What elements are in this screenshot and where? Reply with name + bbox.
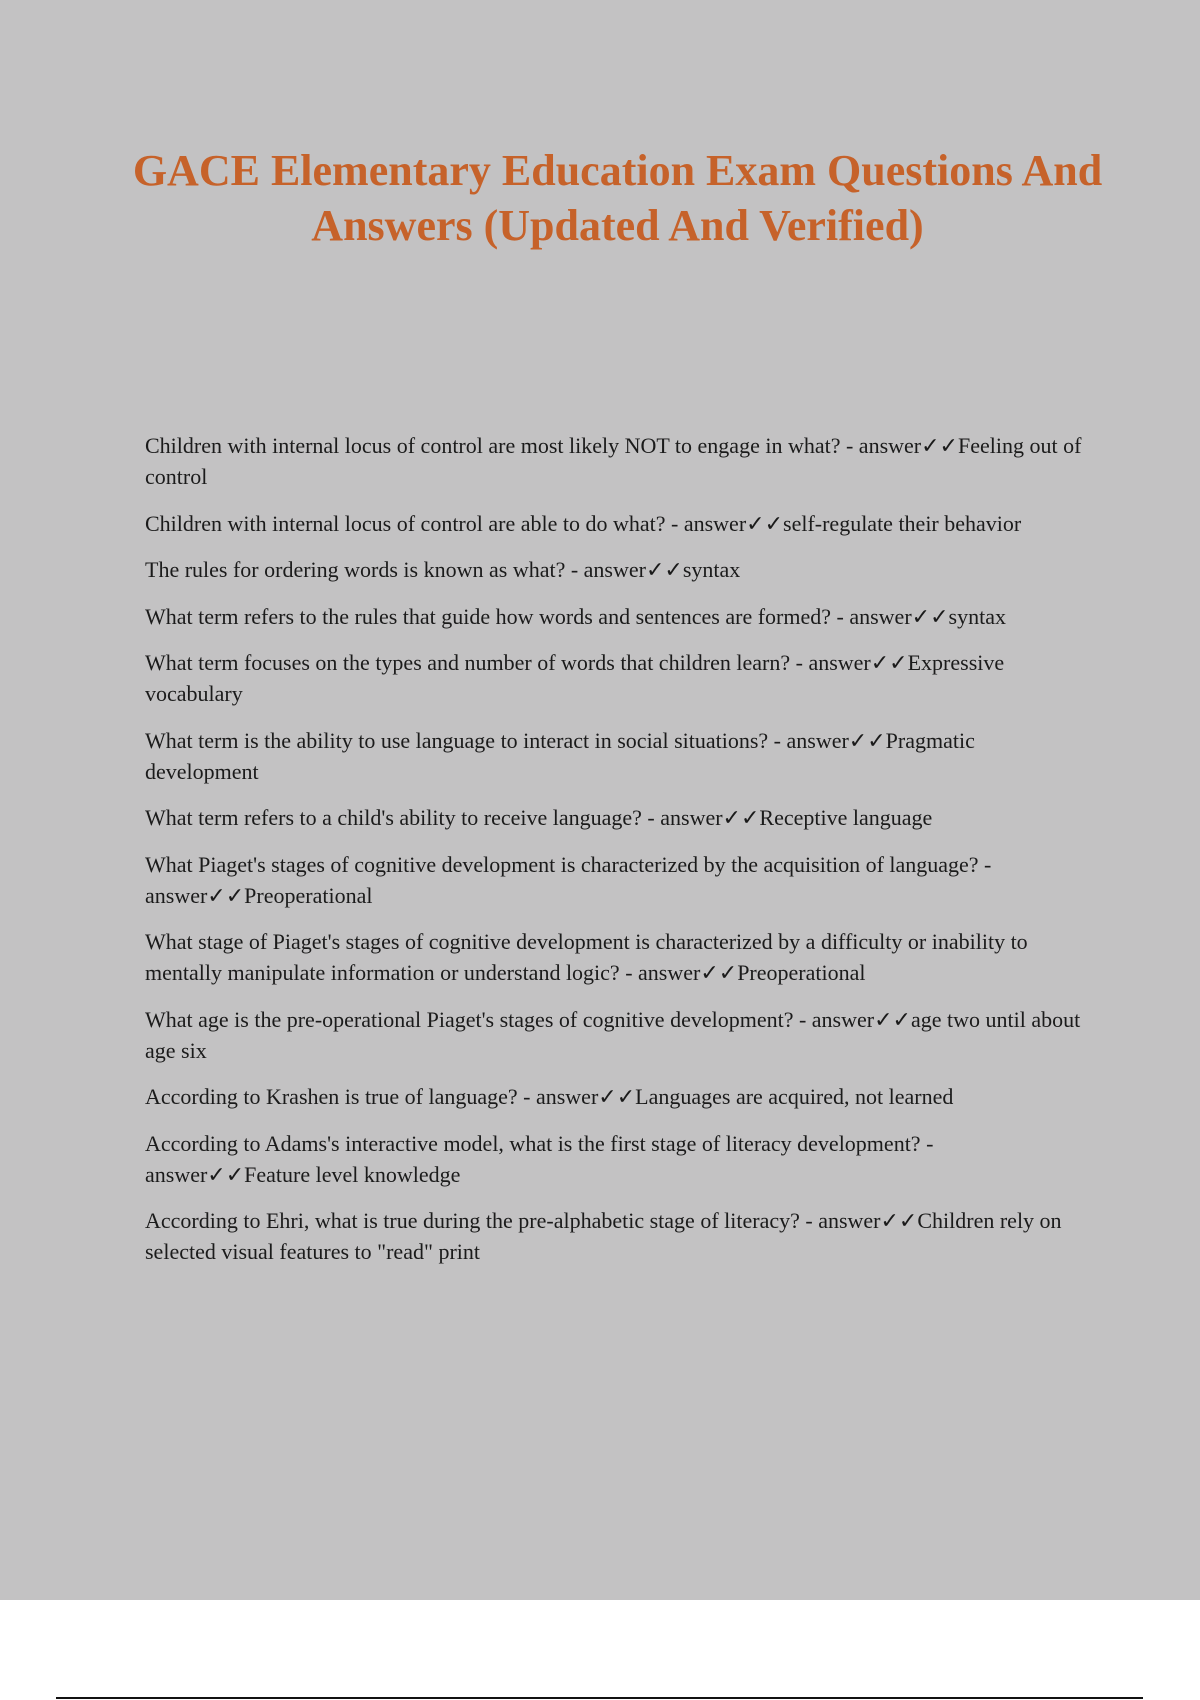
- qa-item: According to Adams's interactive model, what is the first stage of literacy development? - answer✓✓Feature level knowledge: [145, 1130, 934, 1187]
- qa-list: [145, 430, 1090, 1283]
- footer-divider: [56, 1697, 1143, 1699]
- qa-item: What Piaget's stages of cognitive development is characterized by the acquisition of language? - answer✓✓Preoperational: [145, 851, 992, 908]
- qa-item: The rules for ordering words is known as what? - answer✓✓syntax: [145, 557, 741, 582]
- qa-item: What stage of Piaget's stages of cognitive development is characterized by a difficulty or inability to mentally manipulate information or understand logic? - answer✓✓Preoperational: [145, 929, 1028, 985]
- qa-item: What term refers to a child's ability to receive language? - answer✓✓Receptive language: [145, 805, 933, 830]
- qa-item: What term focuses on the types and number of words that children learn? - answer✓✓Expressive vocabulary: [145, 650, 1005, 706]
- qa-item: According to Ehri, what is true during the pre-alphabetic stage of literacy? - answer✓✓Children rely on selected visual features to "read" print: [145, 1208, 1062, 1264]
- qa-item: What term refers to the rules that guide how words and sentences are formed? - answer✓✓syntax: [145, 603, 1006, 629]
- qa-item: What term is the ability to use language to interact in social situations? - answer✓✓Pragmatic development: [145, 727, 975, 784]
- qa-item: Children with internal locus of control are most likely NOT to engage in what? - answer✓✓Feeling out of control: [145, 433, 1082, 489]
- qa-item: According to Krashen is true of language? - answer✓✓Languages are acquired, not learned: [145, 1084, 954, 1109]
- document-title: GACE Elementary Education Exam Questions And Answers (Updated And Verified): [132, 146, 1103, 250]
- qa-item: What age is the pre-operational Piaget's stages of cognitive development? - answer✓✓age two until about age six: [145, 1006, 1081, 1063]
- qa-item: Children with internal locus of control are able to do what? - answer✓✓self-regulate their behavior: [145, 510, 1022, 536]
